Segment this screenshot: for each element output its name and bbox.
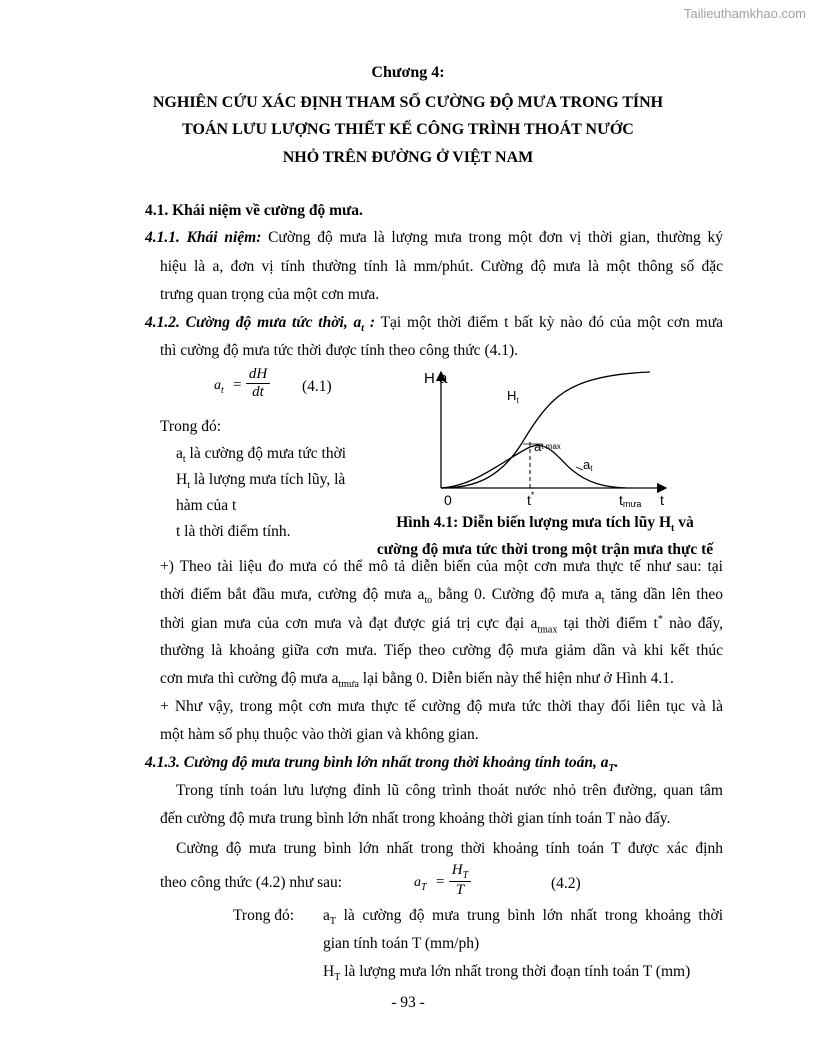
- eq-4-2-denominator: T: [449, 881, 471, 899]
- caption-line1: [360, 512, 730, 539]
- symbol: H: [176, 471, 188, 488]
- tstar: t: [527, 492, 531, 508]
- t2: lại bằng 0. Diễn biến này thể hiện như ở Hình 4.1.: [358, 670, 674, 687]
- caption-text: Hình 4.1: Diễn biến lượng mưa tích lũy H: [396, 514, 672, 531]
- section-4-1-3-p2-line2: theo công thức (4.2) như sau:: [160, 874, 343, 891]
- section-4-1-3-p1-line2: đến cường độ mưa trung bình lớn nhất trong khoảng thời gian tính toán T nào đấy.: [160, 810, 671, 827]
- label-end: .: [614, 754, 619, 771]
- section-4-1-3-p1-line1: Trong tính toán lưu lượng đỉnh lũ công trình thoát nước nhỏ trên đường, quan tâm: [176, 782, 723, 799]
- caption-line2: cường độ mưa tức thời trong một trận mưa thực tế: [376, 541, 714, 559]
- figure-4-1-caption: [360, 512, 730, 560]
- text: là cường độ mưa tức thời: [185, 445, 347, 462]
- watermark: Tailieuthamkhao.com: [683, 6, 806, 21]
- num-sub: T: [462, 870, 469, 881]
- y-axis-label: H a: [424, 370, 448, 387]
- where-label-2: Trong đó:: [233, 907, 295, 924]
- label-text: 4.1.2. Cường độ mưa tức thời,: [145, 314, 354, 331]
- chapter-title-line1: NGHIÊN CỨU XÁC ĐỊNH THAM SỐ CƯỜNG ĐỘ MƯA TRONG TÍNH: [152, 94, 664, 111]
- s2: t: [601, 595, 605, 607]
- subscript: T: [329, 916, 336, 928]
- where-item-t: t là thời điểm tính.: [176, 523, 291, 540]
- label-subscript: t: [361, 323, 365, 335]
- where-item-ht-cont: hàm của t: [176, 497, 237, 514]
- where2-item-at-cont: gian tính toán T (mm/ph): [323, 935, 480, 952]
- tmua: t: [619, 492, 623, 508]
- subscript: t: [182, 454, 186, 466]
- section-4-1-1-line1: [145, 229, 723, 247]
- text: Tại một thời điểm t bất kỳ nào đó của một cơn mưa: [375, 314, 723, 331]
- lhs: a: [414, 875, 421, 890]
- section-4-1-heading: 4.1. Khái niệm về cường độ mưa.: [145, 202, 363, 219]
- symbol: H: [323, 963, 335, 980]
- sup: *: [657, 614, 663, 625]
- paragraph-theo-line2: [160, 586, 723, 606]
- eq-4-1-number: (4.1): [302, 378, 332, 395]
- tstar-sup: *: [530, 490, 535, 500]
- tmua-label: [619, 492, 641, 509]
- chapter-title-line2: TOÁN LƯU LƯỢNG THIẾT KẾ CÔNG TRÌNH THOÁT NƯỚC: [182, 121, 634, 138]
- eq-4-1-fraction: [246, 366, 270, 401]
- s1: tmưa: [338, 679, 359, 691]
- where2-item-ht: [323, 963, 690, 983]
- where-label: Trong đó:: [160, 418, 222, 435]
- lhs-sub: t: [221, 384, 224, 396]
- atmax: a: [534, 439, 542, 454]
- caption-sub: t: [671, 523, 675, 535]
- lhs-sub: T: [421, 881, 427, 893]
- t3: tăng dần lên theo: [604, 586, 723, 603]
- subscript: t: [187, 480, 190, 492]
- where-item-ht: [176, 471, 345, 491]
- text: là lượng mưa tích lũy, là: [189, 471, 346, 488]
- at: a: [583, 457, 591, 472]
- paragraph-theo-line4: thường là khoảng giữa cơn mưa. Tiếp theo cường độ mưa giảm dần và khi kết thúc: [160, 642, 723, 659]
- origin-label: 0: [444, 492, 452, 508]
- t-axis-label: t: [660, 492, 664, 508]
- paragraph-theo-line3: [160, 614, 723, 635]
- atmax-sub: t max: [541, 442, 561, 451]
- section-4-1-1-line2: hiệu là a, đơn vị tính thường tính là mm/phút. Cường độ mưa là một thông số đặc: [160, 258, 723, 275]
- paragraph-nhu-line1: + Như vậy, trong một cơn mưa thực tế cường độ mưa tức thời thay đổi liên tục và là: [160, 698, 723, 715]
- section-4-1-3-p2-line1: Cường độ mưa trung bình lớn nhất trong thời khoảng tính toán T được xác định: [176, 840, 723, 857]
- atmax-label: [534, 439, 561, 454]
- at-tick: [576, 467, 583, 470]
- caption-text-end: và: [674, 514, 694, 531]
- text: là cường độ mưa trung bình lớn nhất trong khoảng thời: [336, 907, 723, 924]
- tmua-sub: mưa: [622, 499, 642, 509]
- section-4-1-1-label: 4.1.1. Khái niệm:: [145, 229, 262, 246]
- num: H: [451, 862, 463, 878]
- paragraph-theo-line1: +) Theo tài liệu đo mưa có thể mô tả diễn biến của một cơn mưa thực tế như sau: tại: [160, 558, 723, 575]
- where-item-at: [176, 445, 346, 465]
- t2: bằng 0. Cường độ mưa a: [432, 586, 602, 603]
- lhs: a: [214, 378, 221, 393]
- eq-4-2-equals: =: [436, 874, 445, 890]
- eq-4-1-equals: =: [233, 377, 242, 393]
- section-4-1-3-heading: [145, 754, 618, 774]
- at-sub: t: [590, 464, 593, 473]
- chapter-label: Chương 4:: [371, 64, 445, 81]
- paragraph-theo-line5: [160, 670, 674, 690]
- t3: nào đấy,: [662, 615, 723, 633]
- ht: H: [507, 388, 517, 403]
- text: là lượng mưa lớn nhất trong thời đoạn tính toán T (mm): [340, 963, 691, 980]
- eq-4-1-numerator: dH: [248, 366, 268, 382]
- eq-4-2-lhs: [414, 875, 427, 893]
- eq-4-1-denominator: dt: [246, 383, 270, 401]
- subscript: T: [334, 972, 341, 984]
- t1: thời điểm bắt đầu mưa, cường độ mưa a: [160, 586, 425, 603]
- t1: thời gian mưa của cơn mưa và đạt được giá trị cực đại a: [160, 615, 538, 633]
- t1: cơn mưa thì cường độ mưa a: [160, 670, 339, 687]
- text: Cường độ mưa là lượng mưa trong một đơn vị thời gian, thường ký: [261, 229, 723, 246]
- paragraph-nhu-line2: một hàm số phụ thuộc vào thời gian và không gian.: [160, 726, 479, 743]
- at-label: [583, 457, 593, 473]
- label-text: 4.1.3. Cường độ mưa trung bình lớn nhất trong thời khoảng tính toán,: [145, 754, 601, 771]
- label-symbol: a: [353, 314, 362, 331]
- page-number: - 93 -: [391, 994, 425, 1011]
- eq-4-1-lhs: [214, 378, 224, 396]
- eq-4-2-fraction: [449, 862, 471, 899]
- chapter-title-line3: NHỎ TRÊN ĐƯỜNG Ở VIỆT NAM: [282, 149, 534, 166]
- eq-4-2-number: (4.2): [551, 875, 581, 892]
- ht-label: [507, 388, 519, 405]
- where2-item-at: [323, 907, 723, 927]
- ht-sub: t: [516, 396, 519, 405]
- section-4-1-2-line2: thì cường độ mưa tức thời được tính theo công thức (4.1).: [160, 342, 519, 359]
- symbol: a: [323, 907, 330, 924]
- s1: to: [424, 595, 433, 607]
- symbol: a: [176, 445, 183, 462]
- figure-4-1: [400, 360, 680, 510]
- label-sub: T: [608, 763, 615, 775]
- tstar-label: [527, 490, 535, 508]
- t2: tại thời điểm t: [557, 615, 658, 633]
- eq-4-2-numerator: [449, 862, 471, 881]
- label-end: :: [364, 314, 376, 331]
- section-4-1-1-line3: trưng quan trọng của một cơn mưa.: [160, 286, 380, 303]
- label-symbol: a: [600, 754, 609, 771]
- section-4-1-2-label: [145, 314, 376, 335]
- s1: tmax: [537, 624, 558, 636]
- ht-curve: [441, 372, 650, 488]
- section-4-1-2-line1: [145, 314, 723, 334]
